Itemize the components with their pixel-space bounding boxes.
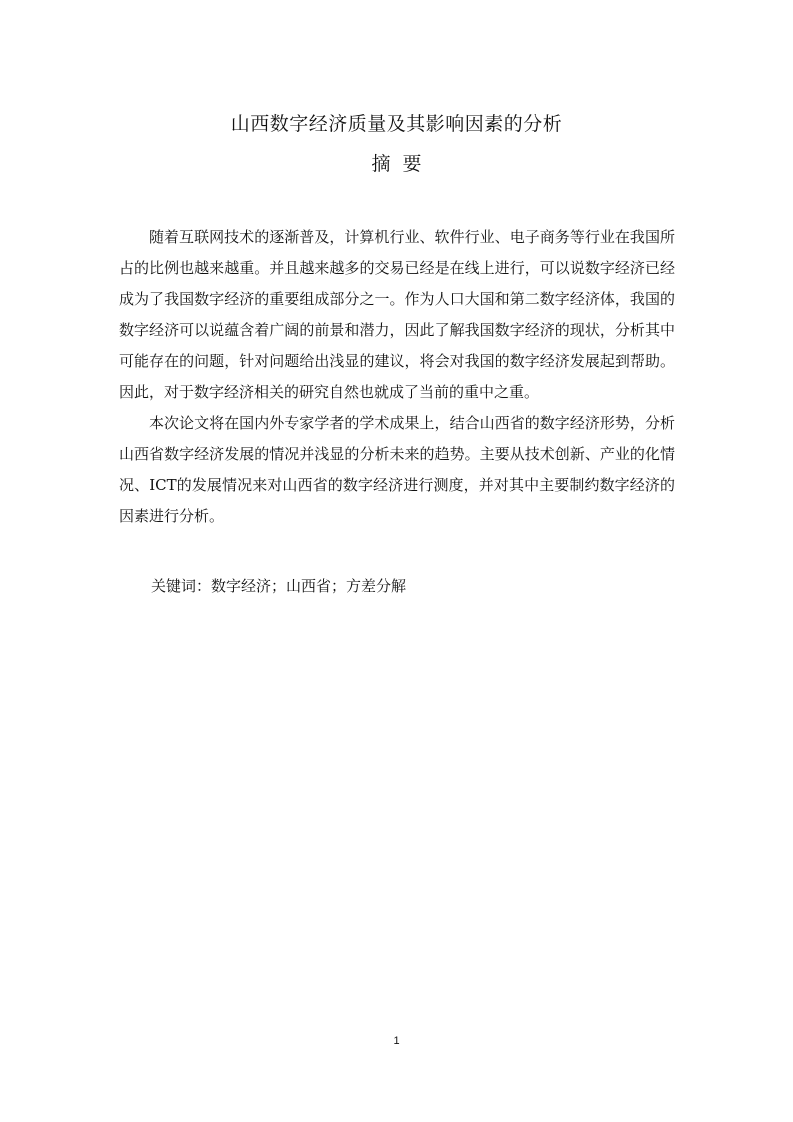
abstract-heading: 摘 要 [371,153,422,175]
keywords-line: 关键词：数字经济；山西省；方差分解 [151,577,407,595]
abstract-paragraph-1: 随着互联网技术的逐渐普及，计算机行业、软件行业、电子商务等行业在我国所占的比例也越来越重。并且越来越多的交易已经是在线上进行，可以说数字经济已经成为了我国数字经济的重要组成部分之一。作为人口大国和第二数字经济体，我国的数字经济可以说蕴含着广阔的前景和潜力，因此了解我国数字经济的现状，分析其中可能存在的问题，针对问题给出浅显的建议，将会对我国的数字经济发展起到帮助。因此，对于数字经济相关的研究自然也就成了当前的重中之重。 [119,228,675,401]
abstract-body [119,222,675,532]
page-number: 1 [393,1035,400,1047]
abstract-paragraph-2: 本次论文将在国内外专家学者的学术成果上，结合山西省的数字经济形势，分析山西省数字经济发展的情况并浅显的分析未来的趋势。主要从技术创新、产业的化情况、ICT的发展情况来对山西省的数字经济进行测度，并对其中主要制约数字经济的因素进行分析。 [119,414,675,525]
document-title: 山西数字经济质量及其影响因素的分析 [230,113,563,135]
